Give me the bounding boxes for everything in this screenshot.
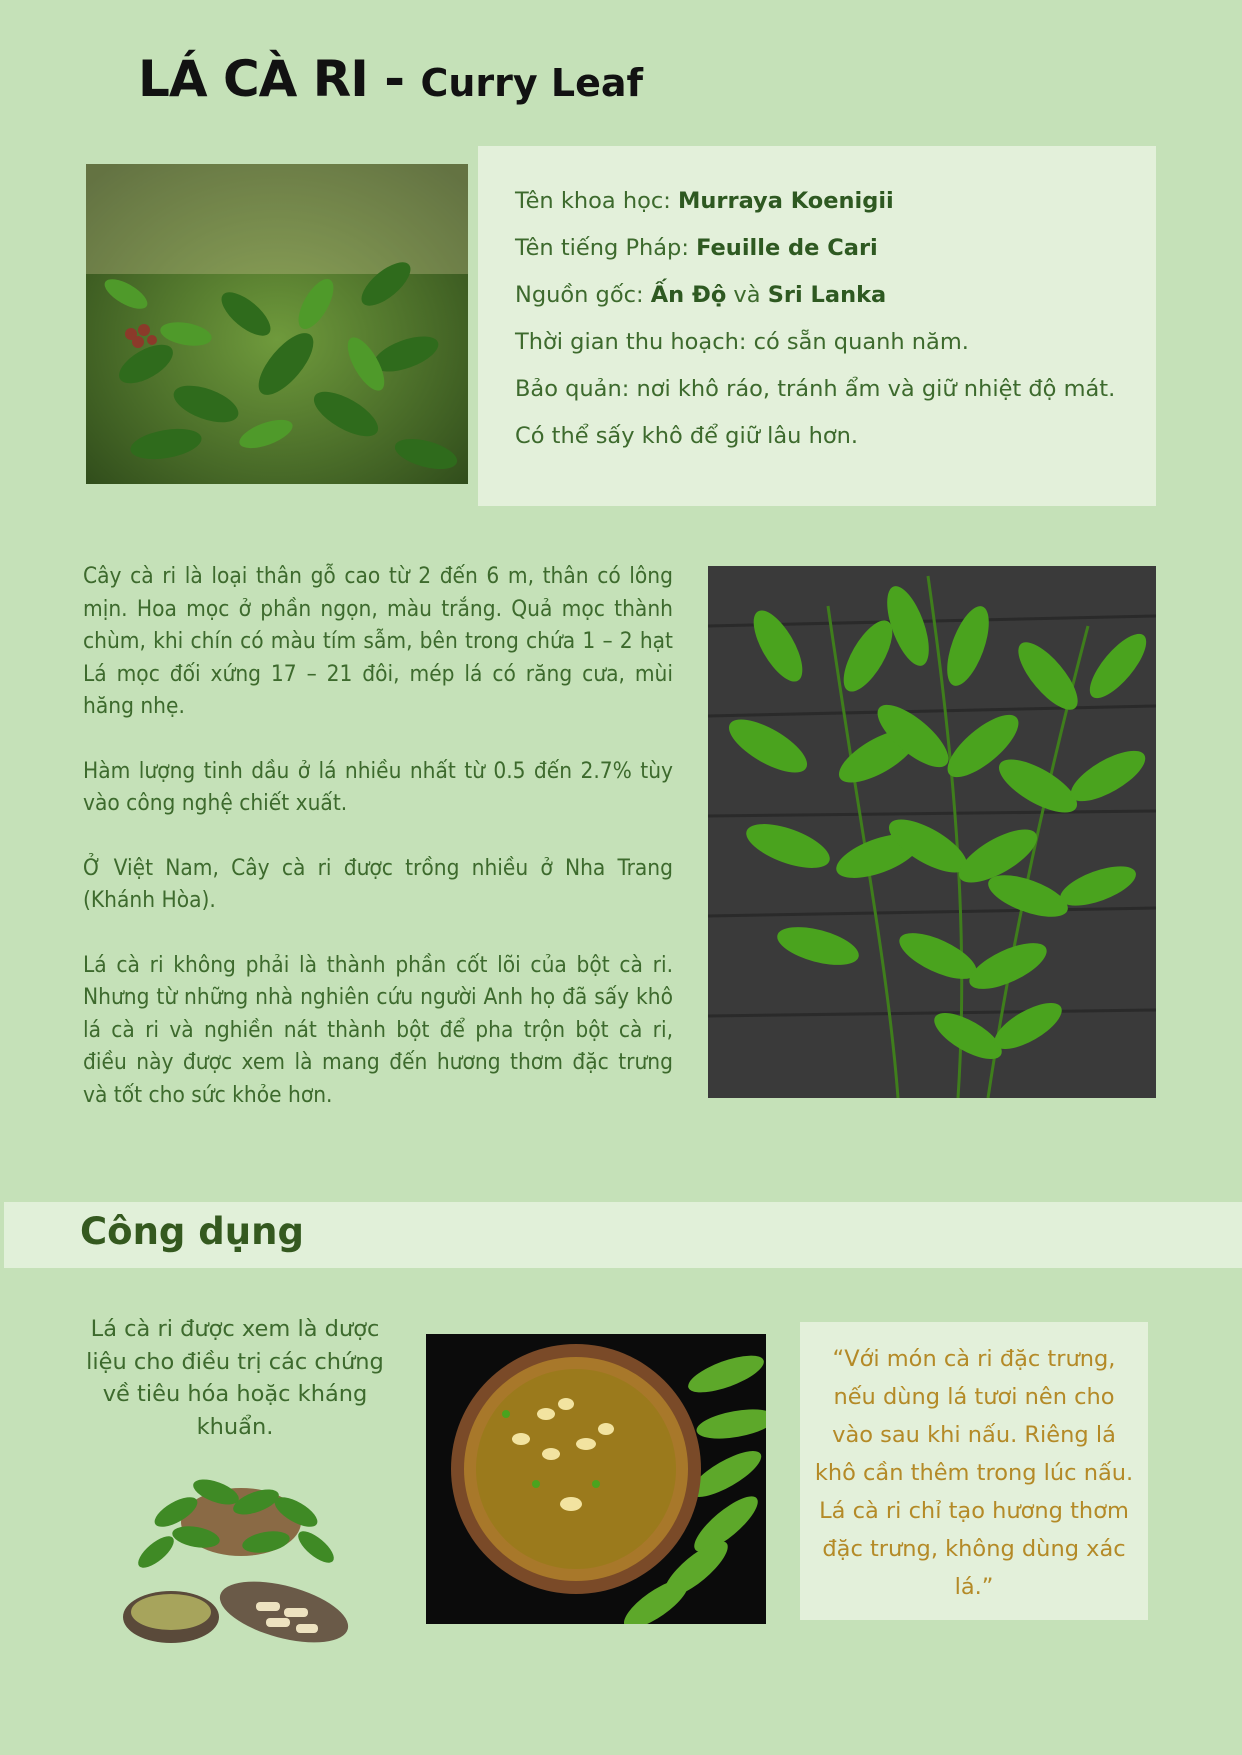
scientific-name-row: Tên khoa học: Murraya Koenigii: [515, 188, 894, 214]
quote-text: “Với món cà ri đặc trưng, nếu dùng lá tươi nên cho vào sau khi nấu. Riêng lá khô cần thêm trong lúc nấu. Lá cà ri chỉ tạo hương thơm đặc trưng, không dùng xác lá.”: [814, 1346, 1134, 1600]
curry-bowl-photo: [426, 1334, 766, 1624]
drying-row: Có thể sấy khô để giữ lâu hơn.: [515, 423, 859, 449]
info-box: [478, 146, 1156, 506]
description-paragraph: Ở Việt Nam, Cây cà ri được trồng nhiều ở Nha Trang (Khánh Hòa).: [83, 854, 673, 913]
page-title: LÁ CÀ RI - Curry Leaf: [138, 50, 644, 108]
description-paragraph: Cây cà ri là loại thân gỗ cao từ 2 đến 6 m, thân có lông mịn. Hoa mọc ở phần ngọn, màu trắng. Quả mọc thành chùm, khi chín có màu tím sẫm, bên trong chứa 1 – 2 hạt Lá mọc đối xứng 17 – 21 đôi, mép lá có răng cưa, mùi hăng nhẹ.: [83, 563, 673, 719]
curry-leaves-photo: [708, 566, 1156, 1098]
description-paragraph: Lá cà ri không phải là thành phần cốt lõi của bột cà ri. Nhưng từ những nhà nghiên cứu người Anh họ đã sấy khô lá cà ri và nghiền nát thành bột để pha trộn bột cà ri, điều này được xem là mang đến hương thơm đặc trưng và tốt cho sức khỏe hơn.: [83, 951, 673, 1108]
quote-box: [800, 1322, 1148, 1620]
section-title: Công dụng: [80, 1210, 304, 1253]
origin-row: Nguồn gốc: Ấn Độ và Sri Lanka: [515, 282, 887, 308]
french-name-row: Tên tiếng Pháp: Feuille de Cari: [515, 235, 878, 261]
storage-row: Bảo quản: nơi khô ráo, tránh ẩm và giữ nhiệt độ mát.: [515, 376, 1116, 402]
description-paragraph: Hàm lượng tinh dầu ở lá nhiều nhất từ 0.5 đến 2.7% tùy vào công nghệ chiết xuất.: [83, 757, 673, 816]
curry-plant-photo: [86, 164, 468, 484]
harvest-row: Thời gian thu hoạch: có sẵn quanh năm.: [515, 329, 969, 355]
usage-text: Lá cà ri được xem là dược liệu cho điều trị các chứng về tiêu hóa hoặc kháng khuẩn.: [86, 1316, 384, 1440]
description: [83, 560, 673, 1143]
curry-powder-photo: [116, 1452, 366, 1664]
